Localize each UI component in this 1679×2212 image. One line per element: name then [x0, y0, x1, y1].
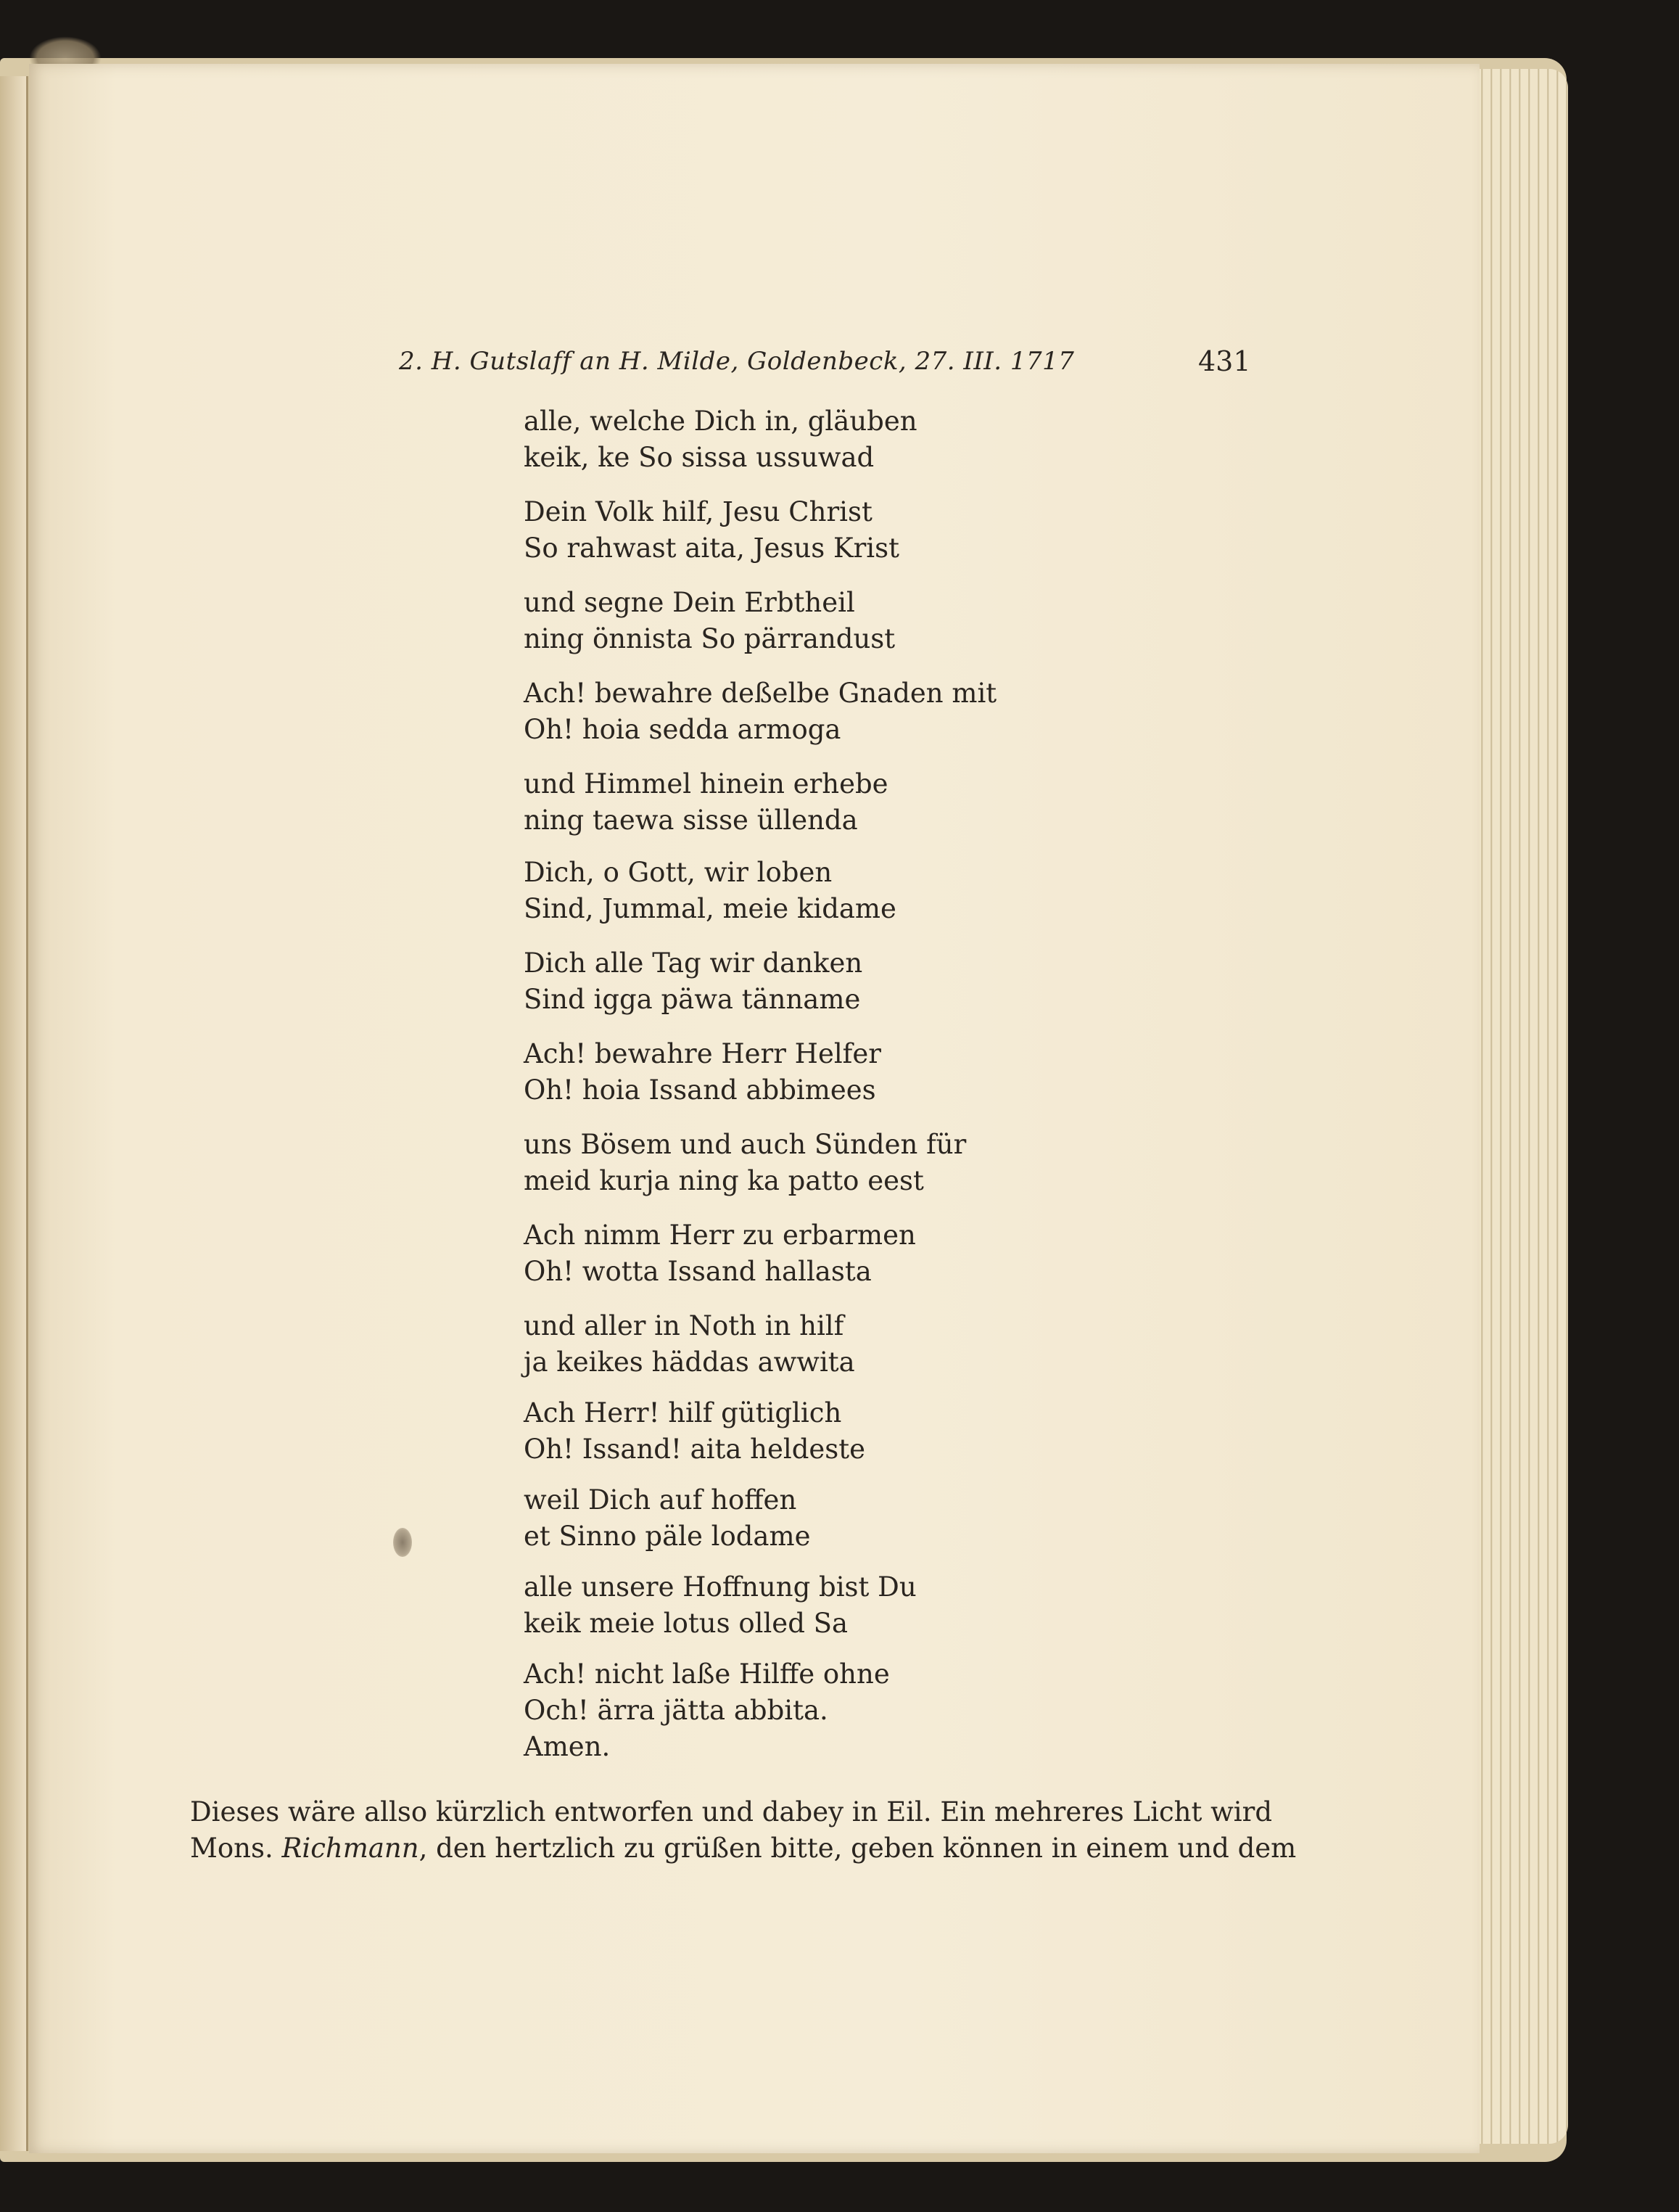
verse-line: Ach nimm Herr zu erbarmen [524, 1220, 916, 1251]
prose-line [190, 1830, 1297, 1867]
verse-line: Ach! nicht laße Hilffe ohne [524, 1658, 890, 1690]
running-head: 2. H. Gutslaff an H. Milde, Goldenbeck, 27. III. 1717 [399, 347, 1075, 376]
prose-text: Mons. [190, 1833, 273, 1864]
facing-page-edge [0, 76, 28, 2151]
verse-line: weil Dich auf hoffen [524, 1484, 797, 1516]
prose-text: , den hertzlich zu grüßen bitte, geben können in einem und dem [418, 1833, 1297, 1864]
person-name: Richmann [281, 1833, 419, 1864]
verse-line: Sind, Jummal, meie kidame [524, 893, 896, 924]
verse-line: und Himmel hinein erhebe [524, 768, 888, 799]
stanza [524, 403, 1249, 476]
verse-block [524, 403, 1249, 1783]
stanza [524, 1036, 1249, 1109]
verse-line: alle unsere Hoffnung bist Du [524, 1571, 917, 1603]
verse-line: et Sinno päle lodame [524, 1521, 811, 1552]
verse-line: Ach Herr! hilf gütiglich [524, 1397, 842, 1428]
verse-line: Oh! hoia Issand abbimees [524, 1074, 876, 1106]
verse-line: uns Bösem und auch Sünden für [524, 1129, 967, 1160]
verse-line: ja keikes häddas awwita [524, 1346, 855, 1378]
stanza [524, 1569, 1249, 1642]
verse-line: Dich alle Tag wir danken [524, 947, 863, 979]
verse-line: Sind igga päwa tänname [524, 984, 861, 1015]
prose-line: Dieses wäre allso kürzlich entworfen und dabey in Eil. Ein mehreres Licht wird [190, 1796, 1273, 1827]
stanza [524, 1217, 1249, 1290]
verse-line: keik, ke So sissa ussuwad [524, 442, 875, 473]
stanza [524, 855, 1249, 927]
verse-line: keik meie lotus olled Sa [524, 1608, 849, 1639]
verse-line: ning önnista So pärrandust [524, 623, 896, 654]
verse-line: Ach! bewahre deßelbe Gnaden mit [524, 678, 997, 709]
stanza [524, 585, 1249, 657]
ink-smudge [393, 1528, 412, 1557]
verse-line: So rahwast aita, Jesus Krist [524, 533, 899, 564]
stanza [524, 1308, 1249, 1381]
stanza [524, 1127, 1249, 1199]
verse-line: Oh! hoia sedda armoga [524, 714, 841, 745]
verse-line-amen: Amen. [524, 1731, 611, 1762]
stanza [524, 766, 1249, 839]
stanza [524, 1482, 1249, 1555]
stanza [524, 1395, 1249, 1468]
verse-line: Oh! Issand! aita heldeste [524, 1434, 866, 1465]
verse-line: alle, welche Dich in, gläuben [524, 406, 917, 437]
stanza [524, 1656, 1249, 1765]
verse-line: Dein Volk hilf, Jesu Christ [524, 496, 872, 527]
verse-line: und aller in Noth in hilf [524, 1310, 844, 1341]
verse-line: Dich, o Gott, wir loben [524, 857, 833, 888]
verse-line: und segne Dein Erbtheil [524, 587, 855, 618]
verse-line: Ach! bewahre Herr Helfer [524, 1038, 881, 1069]
stanza [524, 945, 1249, 1018]
verse-line: ning taewa sisse üllenda [524, 805, 858, 836]
stanza [524, 675, 1249, 748]
stanza [524, 494, 1249, 567]
page [29, 64, 1480, 2153]
page-number: 431 [1198, 345, 1251, 377]
page-edges [1472, 69, 1568, 2144]
verse-line: meid kurja ning ka patto eest [524, 1165, 924, 1196]
verse-line: Och! ärra jätta abbita. [524, 1695, 828, 1726]
prose-paragraph [190, 1794, 1297, 1867]
verse-line: Oh! wotta Issand hallasta [524, 1256, 872, 1287]
